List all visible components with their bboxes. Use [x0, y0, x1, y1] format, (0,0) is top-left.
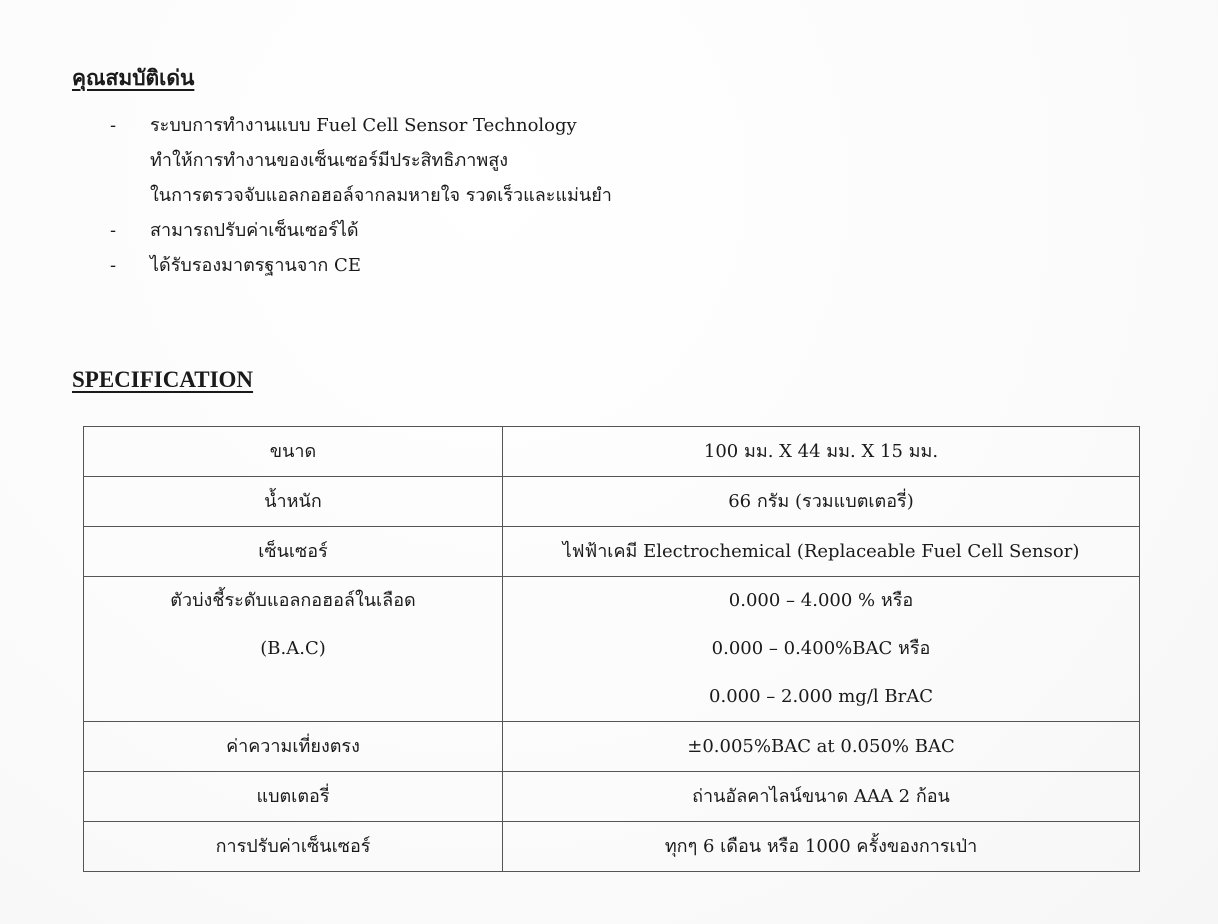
- spec-key: ค่าความเที่ยงตรง: [84, 722, 503, 772]
- spec-value: ทุกๆ 6 เดือน หรือ 1000 ครั้งของการเป่า: [503, 822, 1140, 872]
- table-row: [84, 822, 1140, 872]
- bullet-dash: -: [110, 255, 117, 276]
- table-row: [84, 527, 1140, 577]
- spec-value-line: 0.000 – 0.400%BAC หรือ: [711, 638, 931, 659]
- table-row: [84, 722, 1140, 772]
- specification-heading: SPECIFICATION: [72, 367, 254, 392]
- feature-text: ได้รับรองมาตรฐานจาก CE: [150, 255, 361, 276]
- spec-value-line: 0.000 – 4.000 % หรือ: [728, 590, 914, 611]
- bullet-dash: -: [110, 220, 117, 241]
- spec-value: 66 กรัม (รวมแบตเตอรี่): [503, 477, 1140, 527]
- specification-table: [83, 426, 1140, 872]
- feature-item: [110, 248, 1010, 283]
- spec-key-line: (B.A.C): [260, 638, 326, 659]
- spec-key: ขนาด: [84, 427, 503, 477]
- spec-value: [503, 577, 1140, 722]
- table-row: [84, 427, 1140, 477]
- feature-text: ในการตรวจจับแอลกอฮอล์จากลมหายใจ รวดเร็วและแม่นยำ: [150, 185, 612, 206]
- table-row: [84, 477, 1140, 527]
- spec-key-line: ตัวบ่งชี้ระดับแอลกอฮอล์ในเลือด: [170, 590, 416, 611]
- spec-value-line: 0.000 – 2.000 mg/l BrAC: [709, 686, 933, 707]
- feature-text: ทำให้การทำงานของเซ็นเซอร์มีประสิทธิภาพสูง: [150, 150, 508, 171]
- features-heading: คุณสมบัติเด่น: [72, 65, 195, 90]
- spec-value: 100 มม. X 44 มม. X 15 มม.: [503, 427, 1140, 477]
- spec-value: ไฟฟ้าเคมี Electrochemical (Replaceable Fuel Cell Sensor): [503, 527, 1140, 577]
- table-row: [84, 577, 1140, 722]
- spec-key: น้ำหนัก: [84, 477, 503, 527]
- table-row: [84, 772, 1140, 822]
- spec-key: เซ็นเซอร์: [84, 527, 503, 577]
- feature-item-continuation: [110, 178, 1010, 213]
- feature-item-continuation: [110, 143, 1010, 178]
- bullet-dash: -: [110, 115, 117, 136]
- feature-item: [110, 213, 1010, 248]
- spec-key: การปรับค่าเซ็นเซอร์: [84, 822, 503, 872]
- spec-key: แบตเตอรี่: [84, 772, 503, 822]
- spec-key: [84, 577, 503, 722]
- spec-value: ถ่านอัลคาไลน์ขนาด AAA 2 ก้อน: [503, 772, 1140, 822]
- feature-text: สามารถปรับค่าเซ็นเซอร์ได้: [150, 220, 359, 241]
- spec-value: ±0.005%BAC at 0.050% BAC: [503, 722, 1140, 772]
- feature-item: [110, 108, 1010, 143]
- feature-text: ระบบการทำงานแบบ Fuel Cell Sensor Technology: [150, 115, 577, 136]
- features-list: [110, 108, 1010, 283]
